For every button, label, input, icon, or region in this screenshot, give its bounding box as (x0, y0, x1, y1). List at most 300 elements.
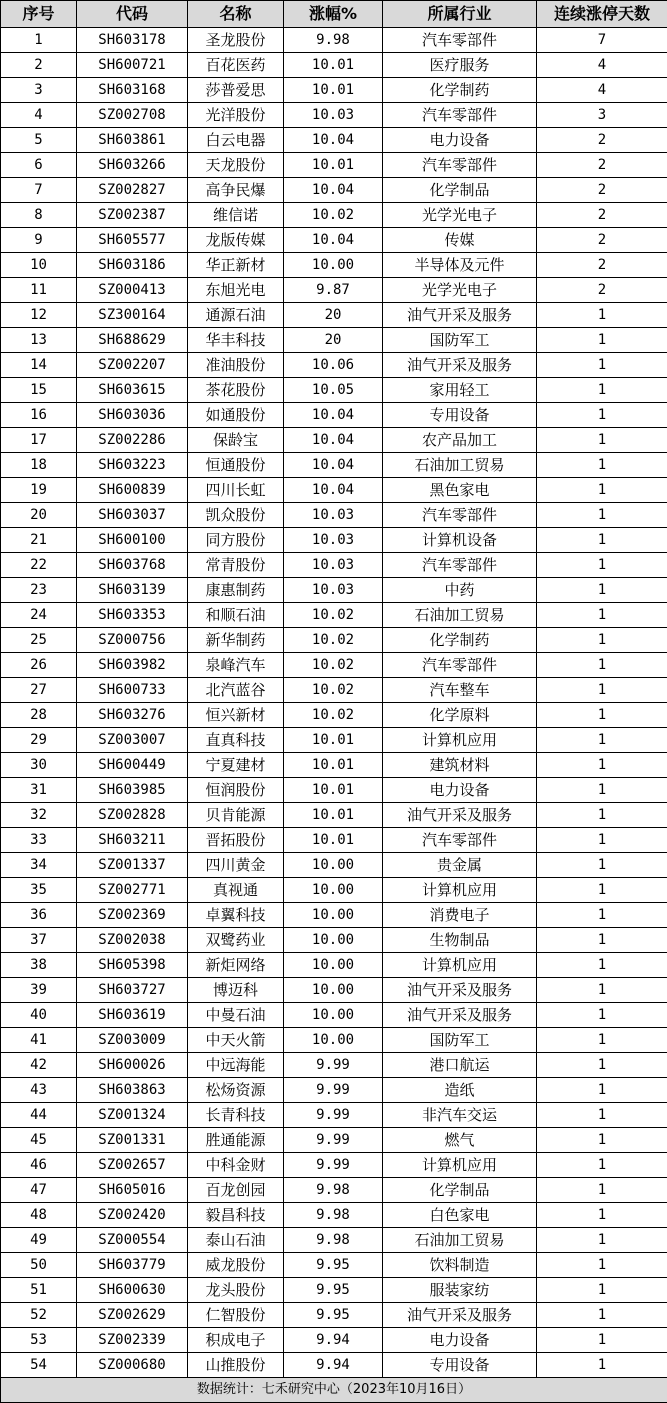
row-index-cell: 34 (1, 853, 77, 878)
stock-code-cell: SZ300164 (77, 303, 188, 328)
stock-name-cell: 通源石油 (188, 303, 284, 328)
header-row (1, 1, 667, 28)
stock-name-cell: 准油股份 (188, 353, 284, 378)
stock-code-cell: SZ002771 (77, 878, 188, 903)
stock-code-cell: SZ000756 (77, 628, 188, 653)
row-index-cell: 47 (1, 1178, 77, 1203)
row-index-cell: 25 (1, 628, 77, 653)
table-row (1, 1278, 667, 1303)
stock-name-cell: 中曼石油 (188, 1003, 284, 1028)
stock-code-cell: SZ000554 (77, 1228, 188, 1253)
industry-cell: 化学制药 (383, 78, 537, 103)
limit-up-days-cell: 1 (537, 328, 667, 353)
limit-up-days-cell: 1 (537, 803, 667, 828)
table-row (1, 678, 667, 703)
industry-cell: 电力设备 (383, 778, 537, 803)
stock-code-cell: SH603861 (77, 128, 188, 153)
industry-cell: 计算机应用 (383, 728, 537, 753)
row-index-cell: 32 (1, 803, 77, 828)
industry-cell: 国防军工 (383, 1028, 537, 1053)
industry-cell: 医疗服务 (383, 53, 537, 78)
change-pct-cell: 10.03 (284, 103, 383, 128)
table-row (1, 53, 667, 78)
stock-name-cell: 卓翼科技 (188, 903, 284, 928)
stock-name-cell: 泉峰汽车 (188, 653, 284, 678)
table-row (1, 1078, 667, 1103)
stock-name-cell: 新华制药 (188, 628, 284, 653)
row-index-cell: 7 (1, 178, 77, 203)
change-pct-cell: 9.98 (284, 1203, 383, 1228)
stock-code-cell: SH600721 (77, 53, 188, 78)
table-row (1, 653, 667, 678)
stock-name-cell: 百花医药 (188, 53, 284, 78)
row-index-cell: 41 (1, 1028, 77, 1053)
stock-name-cell: 贝肯能源 (188, 803, 284, 828)
row-index-cell: 54 (1, 1353, 77, 1378)
stock-code-cell: SH603768 (77, 553, 188, 578)
limit-up-days-cell: 2 (537, 253, 667, 278)
stock-name-cell: 龙版传媒 (188, 228, 284, 253)
industry-cell: 传媒 (383, 228, 537, 253)
industry-cell: 汽车零部件 (383, 28, 537, 53)
limit-up-days-cell: 4 (537, 78, 667, 103)
row-index-cell: 43 (1, 1078, 77, 1103)
stock-name-cell: 凯众股份 (188, 503, 284, 528)
industry-cell: 港口航运 (383, 1053, 537, 1078)
table-row (1, 753, 667, 778)
stock-code-cell: SH605577 (77, 228, 188, 253)
industry-cell: 汽车整车 (383, 678, 537, 703)
row-index-cell: 30 (1, 753, 77, 778)
limit-up-days-cell: 1 (537, 1203, 667, 1228)
change-pct-cell: 10.02 (284, 628, 383, 653)
industry-cell: 电力设备 (383, 1328, 537, 1353)
change-pct-cell: 10.03 (284, 528, 383, 553)
change-pct-cell: 9.98 (284, 1228, 383, 1253)
stock-code-cell: SH603178 (77, 28, 188, 53)
stock-code-cell: SH603727 (77, 978, 188, 1003)
row-index-cell: 20 (1, 503, 77, 528)
stock-name-cell: 仁智股份 (188, 1303, 284, 1328)
change-pct-cell: 10.00 (284, 953, 383, 978)
change-pct-cell: 9.95 (284, 1303, 383, 1328)
limit-up-days-cell: 1 (537, 478, 667, 503)
table-row (1, 1028, 667, 1053)
row-index-cell: 23 (1, 578, 77, 603)
stock-code-cell: SH605398 (77, 953, 188, 978)
stock-name-cell: 中天火箭 (188, 1028, 284, 1053)
limit-up-days-cell: 1 (537, 428, 667, 453)
table-row (1, 778, 667, 803)
row-index-cell: 50 (1, 1253, 77, 1278)
industry-cell: 汽车零部件 (383, 503, 537, 528)
table-row (1, 853, 667, 878)
stock-name-cell: 中远海能 (188, 1053, 284, 1078)
row-index-cell: 18 (1, 453, 77, 478)
change-pct-cell: 10.00 (284, 903, 383, 928)
change-pct-cell: 9.95 (284, 1278, 383, 1303)
row-index-cell: 9 (1, 228, 77, 253)
stock-name-cell: 直真科技 (188, 728, 284, 753)
table-row (1, 703, 667, 728)
stock-name-cell: 龙头股份 (188, 1278, 284, 1303)
change-pct-cell: 9.98 (284, 28, 383, 53)
change-pct-cell: 10.06 (284, 353, 383, 378)
change-pct-cell: 10.00 (284, 1003, 383, 1028)
stock-name-cell: 同方股份 (188, 528, 284, 553)
row-index-cell: 49 (1, 1228, 77, 1253)
stock-name-cell: 维信诺 (188, 203, 284, 228)
table-row (1, 1328, 667, 1353)
table-row (1, 953, 667, 978)
stock-code-cell: SZ002708 (77, 103, 188, 128)
stock-code-cell: SZ003007 (77, 728, 188, 753)
industry-cell: 黑色家电 (383, 478, 537, 503)
stock-name-cell: 松炀资源 (188, 1078, 284, 1103)
change-pct-cell: 9.99 (284, 1128, 383, 1153)
table-row (1, 1353, 667, 1378)
limit-up-days-cell: 1 (537, 703, 667, 728)
stock-code-cell: SZ000680 (77, 1353, 188, 1378)
row-index-cell: 22 (1, 553, 77, 578)
industry-cell: 化学制药 (383, 628, 537, 653)
limit-up-days-cell: 1 (537, 1128, 667, 1153)
limit-up-days-cell: 1 (537, 303, 667, 328)
stock-name-cell: 百龙创园 (188, 1178, 284, 1203)
row-index-cell: 26 (1, 653, 77, 678)
stock-name-cell: 新炬网络 (188, 953, 284, 978)
stock-name-cell: 华正新材 (188, 253, 284, 278)
table-row (1, 628, 667, 653)
change-pct-cell: 10.00 (284, 1028, 383, 1053)
stock-name-cell: 茶花股份 (188, 378, 284, 403)
stock-name-cell: 白云电器 (188, 128, 284, 153)
stock-name-cell: 博迈科 (188, 978, 284, 1003)
stock-code-cell: SH603779 (77, 1253, 188, 1278)
stock-code-cell: SH603619 (77, 1003, 188, 1028)
industry-cell: 汽车零部件 (383, 553, 537, 578)
limit-up-days-cell: 1 (537, 978, 667, 1003)
stock-code-cell: SH603168 (77, 78, 188, 103)
limit-up-days-cell: 1 (537, 1103, 667, 1128)
industry-cell: 化学制品 (383, 1178, 537, 1203)
table-row (1, 803, 667, 828)
row-index-cell: 42 (1, 1053, 77, 1078)
change-pct-cell: 9.99 (284, 1103, 383, 1128)
table-row (1, 253, 667, 278)
row-index-cell: 1 (1, 28, 77, 53)
industry-cell: 化学制品 (383, 178, 537, 203)
stock-code-cell: SH603036 (77, 403, 188, 428)
stock-code-cell: SZ002369 (77, 903, 188, 928)
industry-cell: 燃气 (383, 1128, 537, 1153)
table-row (1, 1228, 667, 1253)
table-row (1, 103, 667, 128)
row-index-cell: 38 (1, 953, 77, 978)
limit-up-days-cell: 7 (537, 28, 667, 53)
change-pct-cell: 10.02 (284, 653, 383, 678)
table-row (1, 478, 667, 503)
stock-code-cell: SZ002286 (77, 428, 188, 453)
stock-name-cell: 如通股份 (188, 403, 284, 428)
stock-name-cell: 保龄宝 (188, 428, 284, 453)
table-row (1, 553, 667, 578)
stock-name-cell: 积成电子 (188, 1328, 284, 1353)
industry-cell: 中药 (383, 578, 537, 603)
industry-cell: 电力设备 (383, 128, 537, 153)
limit-up-days-cell: 2 (537, 153, 667, 178)
change-pct-cell: 9.94 (284, 1328, 383, 1353)
stock-name-cell: 莎普爱思 (188, 78, 284, 103)
stock-name-cell: 长青科技 (188, 1103, 284, 1128)
row-index-cell: 28 (1, 703, 77, 728)
stock-code-cell: SH603186 (77, 253, 188, 278)
stock-name-cell: 恒润股份 (188, 778, 284, 803)
change-pct-cell: 9.99 (284, 1078, 383, 1103)
row-index-cell: 8 (1, 203, 77, 228)
stock-name-cell: 天龙股份 (188, 153, 284, 178)
limit-up-days-cell: 3 (537, 103, 667, 128)
stock-name-cell: 山推股份 (188, 1353, 284, 1378)
limit-up-days-cell: 2 (537, 128, 667, 153)
limit-up-days-cell: 1 (537, 628, 667, 653)
row-index-cell: 39 (1, 978, 77, 1003)
limit-up-days-cell: 1 (537, 828, 667, 853)
table-row (1, 403, 667, 428)
industry-cell: 油气开采及服务 (383, 1003, 537, 1028)
change-pct-cell: 10.04 (284, 453, 383, 478)
row-index-cell: 14 (1, 353, 77, 378)
change-pct-cell: 10.02 (284, 678, 383, 703)
stock-name-cell: 和顺石油 (188, 603, 284, 628)
industry-cell: 白色家电 (383, 1203, 537, 1228)
table-row (1, 203, 667, 228)
industry-cell: 贵金属 (383, 853, 537, 878)
industry-cell: 油气开采及服务 (383, 303, 537, 328)
industry-cell: 建筑材料 (383, 753, 537, 778)
industry-cell: 农产品加工 (383, 428, 537, 453)
change-pct-cell: 10.04 (284, 478, 383, 503)
header-code: 代码 (77, 1, 188, 28)
table-row (1, 578, 667, 603)
stock-name-cell: 胜通能源 (188, 1128, 284, 1153)
stock-name-cell: 双鹭药业 (188, 928, 284, 953)
data-source-note: 数据统计：七禾研究中心（2023年10月16日） (1, 1378, 667, 1403)
change-pct-cell: 9.99 (284, 1053, 383, 1078)
limit-up-days-cell: 1 (537, 928, 667, 953)
change-pct-cell: 10.01 (284, 53, 383, 78)
table-row (1, 503, 667, 528)
stock-name-cell: 东旭光电 (188, 278, 284, 303)
stock-code-cell: SH603211 (77, 828, 188, 853)
limit-up-days-cell: 1 (537, 1028, 667, 1053)
row-index-cell: 52 (1, 1303, 77, 1328)
change-pct-cell: 20 (284, 328, 383, 353)
stock-name-cell: 中科金财 (188, 1153, 284, 1178)
industry-cell: 汽车零部件 (383, 653, 537, 678)
industry-cell: 化学原料 (383, 703, 537, 728)
limit-up-days-cell: 2 (537, 178, 667, 203)
industry-cell: 石油加工贸易 (383, 1228, 537, 1253)
limit-up-days-cell: 1 (537, 1153, 667, 1178)
limit-up-days-cell: 1 (537, 1353, 667, 1378)
table-row (1, 903, 667, 928)
stock-code-cell: SH600100 (77, 528, 188, 553)
stock-code-cell: SZ002629 (77, 1303, 188, 1328)
table-row (1, 428, 667, 453)
header-limit-up-days: 连续涨停天数 (537, 1, 667, 28)
change-pct-cell: 10.01 (284, 803, 383, 828)
table-row (1, 1003, 667, 1028)
stock-code-cell: SH688629 (77, 328, 188, 353)
industry-cell: 计算机应用 (383, 953, 537, 978)
limit-up-days-cell: 1 (537, 528, 667, 553)
limit-up-days-cell: 1 (537, 353, 667, 378)
change-pct-cell: 10.01 (284, 78, 383, 103)
industry-cell: 消费电子 (383, 903, 537, 928)
table-header (1, 1, 667, 28)
header-index: 序号 (1, 1, 77, 28)
row-index-cell: 5 (1, 128, 77, 153)
stock-code-cell: SH603223 (77, 453, 188, 478)
industry-cell: 汽车零部件 (383, 828, 537, 853)
stock-code-cell: SZ002339 (77, 1328, 188, 1353)
stock-code-cell: SZ002420 (77, 1203, 188, 1228)
stock-name-cell: 光洋股份 (188, 103, 284, 128)
stock-name-cell: 泰山石油 (188, 1228, 284, 1253)
row-index-cell: 45 (1, 1128, 77, 1153)
table-row (1, 28, 667, 53)
stock-code-cell: SH603037 (77, 503, 188, 528)
industry-cell: 服装家纺 (383, 1278, 537, 1303)
stock-code-cell: SZ001337 (77, 853, 188, 878)
change-pct-cell: 20 (284, 303, 383, 328)
row-index-cell: 11 (1, 278, 77, 303)
stock-code-cell: SH600839 (77, 478, 188, 503)
row-index-cell: 33 (1, 828, 77, 853)
table-row (1, 1178, 667, 1203)
row-index-cell: 15 (1, 378, 77, 403)
change-pct-cell: 10.02 (284, 203, 383, 228)
stock-code-cell: SZ002207 (77, 353, 188, 378)
stock-code-cell: SH605016 (77, 1178, 188, 1203)
industry-cell: 汽车零部件 (383, 153, 537, 178)
row-index-cell: 31 (1, 778, 77, 803)
industry-cell: 非汽车交运 (383, 1103, 537, 1128)
limit-up-days-cell: 1 (537, 503, 667, 528)
stock-name-cell: 北汽蓝谷 (188, 678, 284, 703)
industry-cell: 计算机设备 (383, 528, 537, 553)
limit-up-days-cell: 1 (537, 578, 667, 603)
change-pct-cell: 10.00 (284, 978, 383, 1003)
industry-cell: 计算机应用 (383, 878, 537, 903)
industry-cell: 计算机应用 (383, 1153, 537, 1178)
change-pct-cell: 9.98 (284, 1178, 383, 1203)
stock-code-cell: SH603276 (77, 703, 188, 728)
limit-up-days-cell: 1 (537, 1303, 667, 1328)
row-index-cell: 6 (1, 153, 77, 178)
table-row (1, 1303, 667, 1328)
limit-up-days-cell: 1 (537, 603, 667, 628)
row-index-cell: 46 (1, 1153, 77, 1178)
stock-code-cell: SZ002038 (77, 928, 188, 953)
change-pct-cell: 10.04 (284, 128, 383, 153)
limit-up-days-cell: 1 (537, 453, 667, 478)
stock-code-cell: SZ003009 (77, 1028, 188, 1053)
industry-cell: 汽车零部件 (383, 103, 537, 128)
change-pct-cell: 10.01 (284, 153, 383, 178)
limit-up-days-cell: 1 (537, 878, 667, 903)
table-row (1, 828, 667, 853)
change-pct-cell: 10.03 (284, 553, 383, 578)
row-index-cell: 17 (1, 428, 77, 453)
table-row (1, 878, 667, 903)
limit-up-days-cell: 1 (537, 903, 667, 928)
row-index-cell: 19 (1, 478, 77, 503)
change-pct-cell: 9.99 (284, 1153, 383, 1178)
row-index-cell: 16 (1, 403, 77, 428)
row-index-cell: 29 (1, 728, 77, 753)
table-row (1, 453, 667, 478)
stock-name-cell: 毅昌科技 (188, 1203, 284, 1228)
table-row (1, 278, 667, 303)
change-pct-cell: 10.02 (284, 603, 383, 628)
row-index-cell: 4 (1, 103, 77, 128)
change-pct-cell: 10.04 (284, 228, 383, 253)
footer-row (1, 1378, 667, 1403)
stock-code-cell: SZ002827 (77, 178, 188, 203)
change-pct-cell: 10.01 (284, 778, 383, 803)
change-pct-cell: 10.01 (284, 728, 383, 753)
header-name: 名称 (188, 1, 284, 28)
limit-up-days-cell: 2 (537, 203, 667, 228)
stock-code-cell: SZ002657 (77, 1153, 188, 1178)
industry-cell: 油气开采及服务 (383, 803, 537, 828)
stock-code-cell: SH603139 (77, 578, 188, 603)
stock-code-cell: SH600026 (77, 1053, 188, 1078)
limit-up-days-cell: 1 (537, 1178, 667, 1203)
stock-name-cell: 康惠制药 (188, 578, 284, 603)
stock-name-cell: 威龙股份 (188, 1253, 284, 1278)
stock-name-cell: 高争民爆 (188, 178, 284, 203)
table-row (1, 1053, 667, 1078)
limit-up-days-cell: 1 (537, 1053, 667, 1078)
limit-up-days-cell: 1 (537, 1328, 667, 1353)
stock-name-cell: 恒通股份 (188, 453, 284, 478)
table-row (1, 728, 667, 753)
stock-code-cell: SZ001324 (77, 1103, 188, 1128)
table-row (1, 1253, 667, 1278)
stock-code-cell: SZ001331 (77, 1128, 188, 1153)
table-body (1, 28, 667, 1378)
industry-cell: 油气开采及服务 (383, 353, 537, 378)
limit-up-days-cell: 1 (537, 553, 667, 578)
change-pct-cell: 10.04 (284, 403, 383, 428)
row-index-cell: 27 (1, 678, 77, 703)
change-pct-cell: 9.94 (284, 1353, 383, 1378)
limit-up-days-cell: 1 (537, 1003, 667, 1028)
stock-name-cell: 宁夏建材 (188, 753, 284, 778)
stock-name-cell: 真视通 (188, 878, 284, 903)
stock-code-cell: SH600733 (77, 678, 188, 703)
table-row (1, 1203, 667, 1228)
row-index-cell: 10 (1, 253, 77, 278)
table-row (1, 928, 667, 953)
stock-name-cell: 四川黄金 (188, 853, 284, 878)
stock-code-cell: SZ002828 (77, 803, 188, 828)
change-pct-cell: 10.00 (284, 878, 383, 903)
stock-name-cell: 圣龙股份 (188, 28, 284, 53)
